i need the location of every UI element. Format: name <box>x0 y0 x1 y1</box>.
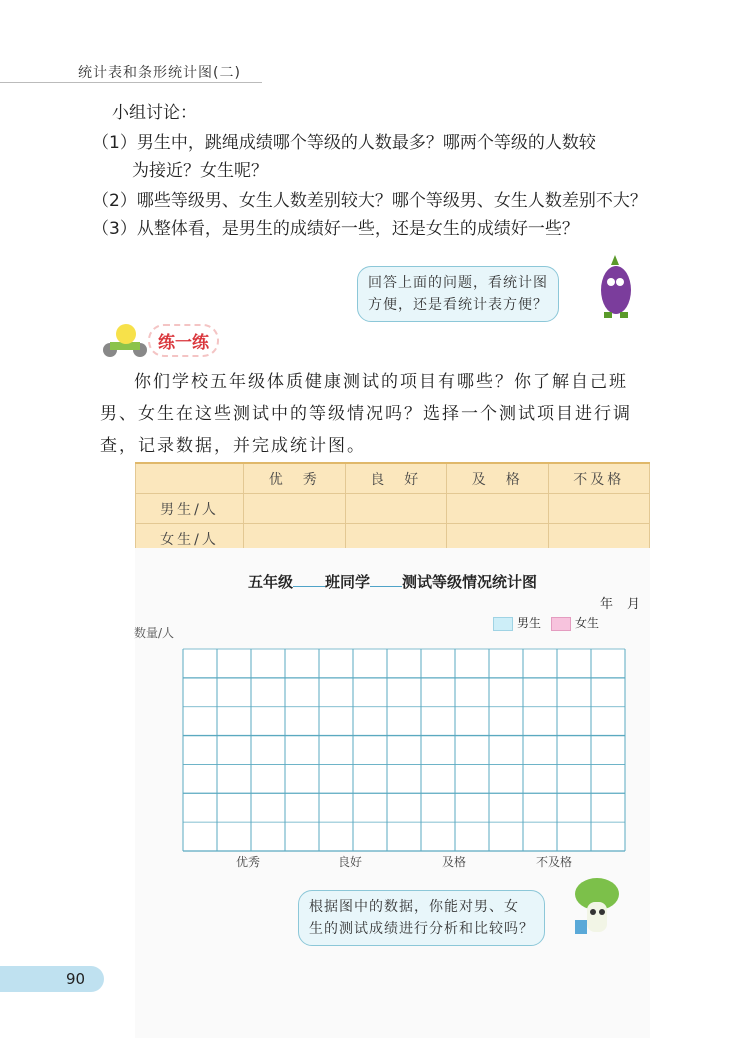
practice-label: 练一练 <box>148 324 219 357</box>
chart-legend <box>493 614 599 631</box>
bubble-line: 回答上面的问题，看统计图 <box>368 275 548 291</box>
legend-item-girls <box>551 614 599 631</box>
legend-swatch <box>551 617 571 631</box>
legend-item-boys <box>493 614 541 631</box>
chapter-header: 统计表和条形统计图(二) <box>78 65 241 81</box>
header-divider <box>0 82 262 83</box>
question-3: （3）从整体看，是男生的成绩好一些，还是女生的成绩好一些？ <box>92 219 579 239</box>
chart-title-part: 班同学 <box>324 573 370 591</box>
question-1-cont: 为接近？女生呢？ <box>132 161 268 181</box>
test-blank[interactable] <box>370 574 402 587</box>
row-label: 男生/人 <box>136 494 244 524</box>
speech-bubble-cabbage <box>298 890 545 946</box>
chart-title-part: 测试等级情况统计图 <box>402 573 538 591</box>
bubble-line: 方便，还是看统计表方便？ <box>368 297 548 313</box>
table-header-cell <box>136 463 244 494</box>
table-header-cell: 及 格 <box>447 463 549 494</box>
bubble-line: 生的测试成绩进行分析和比较吗？ <box>309 921 534 937</box>
table-header-row <box>136 463 650 494</box>
table-cell[interactable] <box>548 494 650 524</box>
table-cell[interactable] <box>447 494 549 524</box>
bubble-line: 根据图中的数据，你能对男、女 <box>309 899 519 915</box>
table-header-cell: 良 好 <box>345 463 447 494</box>
eggplant-mascot-icon <box>590 250 640 322</box>
table-row <box>136 494 650 524</box>
discussion-title: 小组讨论： <box>112 103 197 123</box>
table-cell[interactable] <box>244 494 346 524</box>
chart-title <box>135 571 650 592</box>
row-label: 女生/人 <box>136 524 244 555</box>
x-label-pass: 及格 <box>442 855 467 869</box>
y-axis-label: 数量/人 <box>134 626 175 640</box>
x-label-fail: 不及格 <box>536 855 573 869</box>
table-header-cell: 不及格 <box>548 463 650 494</box>
legend-label: 女生 <box>575 616 600 630</box>
class-blank[interactable] <box>293 574 325 587</box>
question-1: （1）男生中，跳绳成绩哪个等级的人数最多？哪两个等级的人数较 <box>92 133 596 153</box>
chart-date: 年月 <box>600 597 655 612</box>
page-number: 90 <box>0 966 104 992</box>
practice-section-heading <box>100 322 230 356</box>
table-cell[interactable] <box>345 494 447 524</box>
chart-title-part: 五年级 <box>247 573 293 591</box>
x-label-good: 良好 <box>338 855 363 869</box>
plot-area <box>183 649 625 851</box>
motorbike-mascot-icon <box>100 322 152 358</box>
chart-grid[interactable] <box>182 648 626 852</box>
data-table <box>135 462 650 555</box>
table-header-cell: 优 秀 <box>244 463 346 494</box>
question-2: （2）哪些等级男、女生人数差别较大？哪个等级男、女生人数差别不大？ <box>92 191 647 211</box>
legend-swatch <box>493 617 513 631</box>
speech-bubble-eggplant <box>357 266 559 322</box>
cabbage-mascot-icon <box>565 872 625 944</box>
legend-label: 男生 <box>517 616 542 630</box>
x-label-excellent: 优秀 <box>236 855 261 869</box>
practice-text: 你们学校五年级体质健康测试的项目有哪些？你了解自己班男、女生在这些测试中的等级情况吗？选择一个测试项目进行调查，记录数据，并完成统计图。 <box>100 372 632 456</box>
